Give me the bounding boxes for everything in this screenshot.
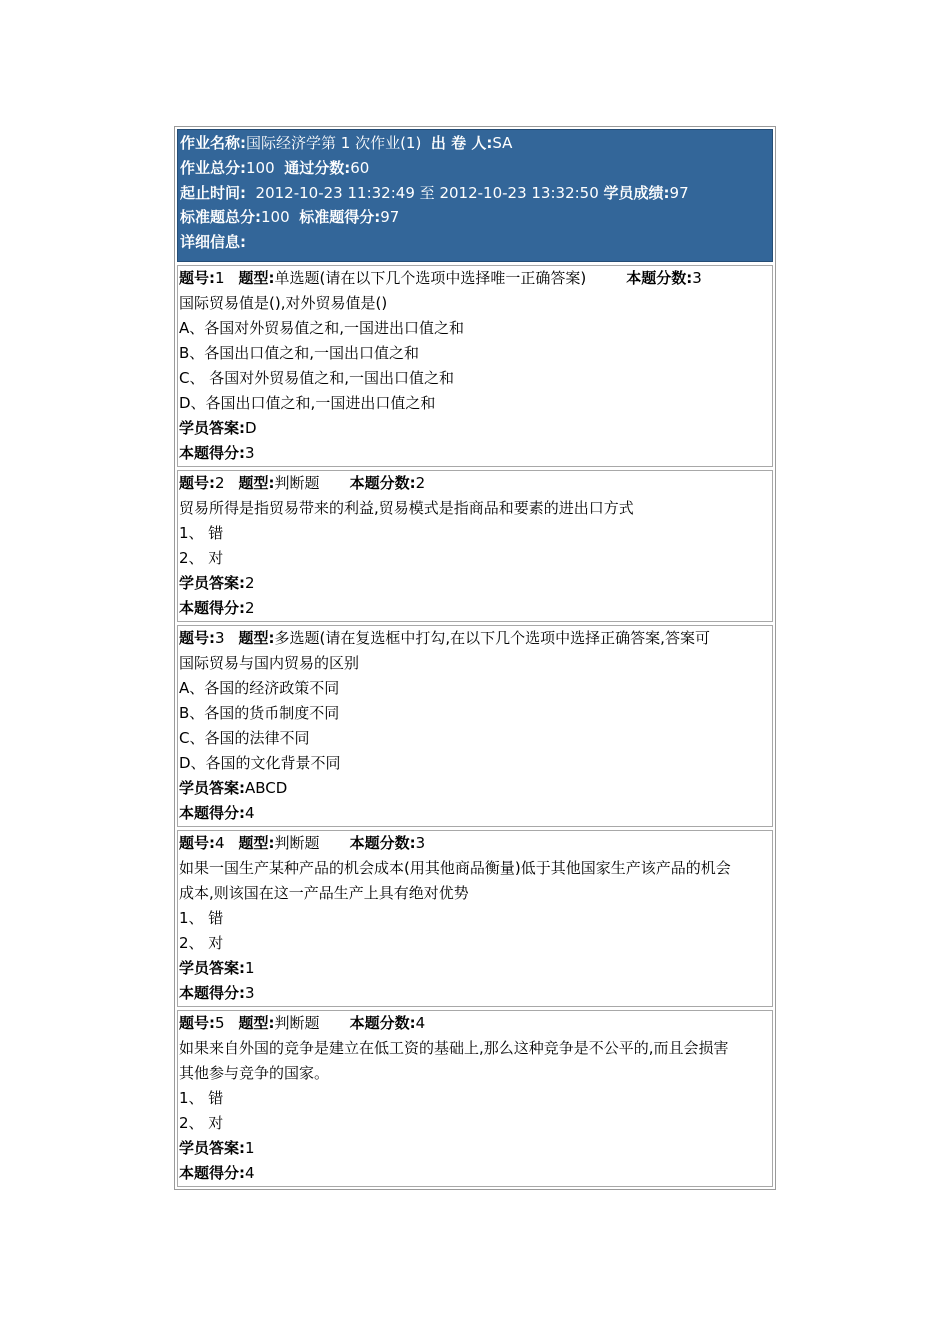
question-score: 3 — [415, 833, 426, 852]
question-earned-label: 本题得分: — [179, 803, 245, 822]
question-text-line: 贸易所得是指贸易带来的利益,贸易模式是指商品和要素的进出口方式 — [179, 498, 634, 517]
answer-option — [179, 676, 772, 701]
answer-option — [179, 316, 772, 341]
question-text-line: 国际贸易与国内贸易的区别 — [179, 653, 360, 672]
detail-label: 详细信息: — [180, 233, 246, 252]
question-number-label: 题号: — [179, 1013, 215, 1032]
question-earned — [179, 981, 772, 1006]
question-earned-value: 4 — [245, 803, 255, 822]
student-answer-value: 2 — [245, 573, 255, 592]
student-answer — [179, 416, 772, 441]
assignment-name: 国际经济学第 1 次作业(1) — [246, 134, 422, 152]
assignment-result-sheet — [174, 126, 776, 1190]
answer-option-text: 1、 错 — [179, 523, 224, 542]
end-time: 2012-10-23 13:32:50 — [439, 183, 599, 202]
question-score-label: 本题分数: — [349, 833, 416, 852]
header-line-detail — [180, 230, 770, 255]
question-score: 3 — [692, 268, 702, 287]
answer-option-text: D、各国的文化背景不同 — [179, 753, 341, 772]
question-text — [179, 291, 772, 316]
question-earned-label: 本题得分: — [179, 1163, 245, 1182]
question-score: 4 — [415, 1013, 426, 1032]
question-earned-value: 3 — [245, 443, 255, 462]
question-number-label: 题号: — [179, 268, 215, 287]
header-line-total — [180, 156, 770, 181]
question-type-label: 题型: — [238, 628, 275, 647]
question-text-line: 国际贸易值是(),对外贸易值是() — [179, 293, 388, 312]
answer-option — [179, 726, 772, 751]
answer-option-text: 2、 对 — [179, 933, 224, 952]
question-earned-label: 本题得分: — [179, 443, 245, 462]
answer-option — [179, 521, 772, 546]
answer-option-text: D、各国出口值之和,一国进出口值之和 — [179, 393, 436, 412]
answer-option-text: C、各国的法律不同 — [179, 728, 310, 747]
student-answer-label: 学员答案: — [179, 778, 245, 797]
question-number: 5 — [215, 1013, 225, 1032]
question-text — [179, 496, 772, 521]
time-to: 至 — [419, 183, 435, 202]
score-label: 学员成绩: — [603, 183, 670, 202]
std-total-value: 100 — [261, 208, 290, 227]
pass-label: 通过分数: — [284, 158, 351, 177]
total-value: 100 — [246, 158, 275, 177]
question-text-line: 成本,则该国在这一产品生产上具有绝对优势 — [179, 883, 469, 902]
question-type: 单选题(请在以下几个选项中选择唯一正确答案) — [274, 268, 587, 287]
question-text — [179, 1061, 772, 1086]
question-text-line: 其他参与竞争的国家。 — [179, 1063, 330, 1082]
question-earned — [179, 801, 772, 826]
question-earned-label: 本题得分: — [179, 983, 245, 1002]
answer-option — [179, 931, 772, 956]
question-header — [179, 266, 772, 291]
answer-option — [179, 1111, 772, 1136]
question-text — [179, 856, 772, 881]
student-answer-value: ABCD — [245, 778, 288, 797]
question-earned-value: 4 — [245, 1163, 255, 1182]
student-answer-label: 学员答案: — [179, 418, 245, 437]
answer-option-text: B、各国的货币制度不同 — [179, 703, 340, 722]
question-earned — [179, 1161, 772, 1186]
creator-label: 出 卷 人: — [430, 134, 493, 152]
name-label: 作业名称: — [180, 134, 246, 152]
question-header — [179, 1011, 772, 1036]
question-type: 多选题(请在复选框中打勾,在以下几个选项中选择正确答案,答案可 — [274, 628, 710, 647]
start-time: 2012-10-23 11:32:49 — [255, 183, 415, 202]
question-earned — [179, 441, 772, 466]
student-answer — [179, 776, 772, 801]
creator-value: SA — [492, 134, 513, 152]
answer-option — [179, 751, 772, 776]
std-total-label: 标准题总分: — [180, 208, 261, 227]
student-answer-label: 学员答案: — [179, 958, 245, 977]
question-header — [179, 831, 772, 856]
header-line-name — [180, 131, 770, 156]
question-block — [177, 1010, 773, 1187]
score-value: 97 — [669, 183, 689, 202]
answer-option-text: 2、 对 — [179, 1113, 224, 1132]
question-score: 2 — [415, 473, 426, 492]
question-earned-value: 2 — [245, 598, 255, 617]
student-answer-value: D — [245, 418, 257, 437]
std-score-value: 97 — [380, 208, 400, 227]
question-text — [179, 651, 772, 676]
question-text-line: 如果来自外国的竞争是建立在低工资的基础上,那么这种竞争是不公平的,而且会损害 — [179, 1038, 729, 1057]
answer-option — [179, 546, 772, 571]
question-text-line: 如果一国生产某种产品的机会成本(用其他商品衡量)低于其他国家生产该产品的机会 — [179, 858, 731, 877]
question-text — [179, 881, 772, 906]
question-earned-label: 本题得分: — [179, 598, 245, 617]
answer-option-text: 2、 对 — [179, 548, 224, 567]
question-type: 判断题 — [274, 833, 320, 852]
question-score-label: 本题分数: — [349, 473, 416, 492]
answer-option-text: C、 各国对外贸易值之和,一国出口值之和 — [179, 368, 455, 387]
question-number: 3 — [215, 628, 225, 647]
answer-option — [179, 1086, 772, 1111]
answer-option — [179, 906, 772, 931]
question-number: 4 — [215, 833, 225, 852]
question-list — [177, 265, 773, 1187]
question-score-label: 本题分数: — [349, 1013, 416, 1032]
question-type: 判断题 — [274, 1013, 320, 1032]
question-type-label: 题型: — [238, 473, 275, 492]
question-number: 1 — [215, 268, 225, 287]
assignment-header — [177, 129, 773, 262]
answer-option — [179, 366, 772, 391]
answer-option-text: B、各国出口值之和,一国出口值之和 — [179, 343, 420, 362]
question-header — [179, 471, 772, 496]
answer-option-text: A、各国对外贸易值之和,一国进出口值之和 — [179, 318, 465, 337]
answer-option — [179, 341, 772, 366]
question-type: 判断题 — [274, 473, 320, 492]
question-block — [177, 265, 773, 467]
question-type-label: 题型: — [238, 1013, 275, 1032]
time-label: 起止时间: — [180, 183, 246, 202]
question-number-label: 题号: — [179, 628, 215, 647]
student-answer-value: 1 — [245, 1138, 255, 1157]
question-block — [177, 625, 773, 827]
std-score-label: 标准题得分: — [299, 208, 381, 227]
question-number-label: 题号: — [179, 473, 215, 492]
answer-option-text: 1、 错 — [179, 1088, 224, 1107]
total-label: 作业总分: — [180, 158, 246, 177]
header-line-time — [180, 181, 770, 206]
answer-option-text: 1、 错 — [179, 908, 224, 927]
question-block — [177, 470, 773, 622]
question-text — [179, 1036, 772, 1061]
question-earned — [179, 596, 772, 621]
answer-option — [179, 701, 772, 726]
student-answer-value: 1 — [245, 958, 255, 977]
question-number: 2 — [215, 473, 225, 492]
student-answer-label: 学员答案: — [179, 573, 245, 592]
student-answer-label: 学员答案: — [179, 1138, 245, 1157]
header-line-standard — [180, 205, 770, 230]
question-header — [179, 626, 772, 651]
question-score-label: 本题分数: — [626, 268, 693, 287]
student-answer — [179, 1136, 772, 1161]
question-block — [177, 830, 773, 1007]
question-earned-value: 3 — [245, 983, 255, 1002]
answer-option-text: A、各国的经济政策不同 — [179, 678, 340, 697]
pass-value: 60 — [350, 158, 370, 177]
student-answer — [179, 571, 772, 596]
question-type-label: 题型: — [238, 833, 275, 852]
question-number-label: 题号: — [179, 833, 215, 852]
question-type-label: 题型: — [238, 268, 275, 287]
answer-option — [179, 391, 772, 416]
student-answer — [179, 956, 772, 981]
